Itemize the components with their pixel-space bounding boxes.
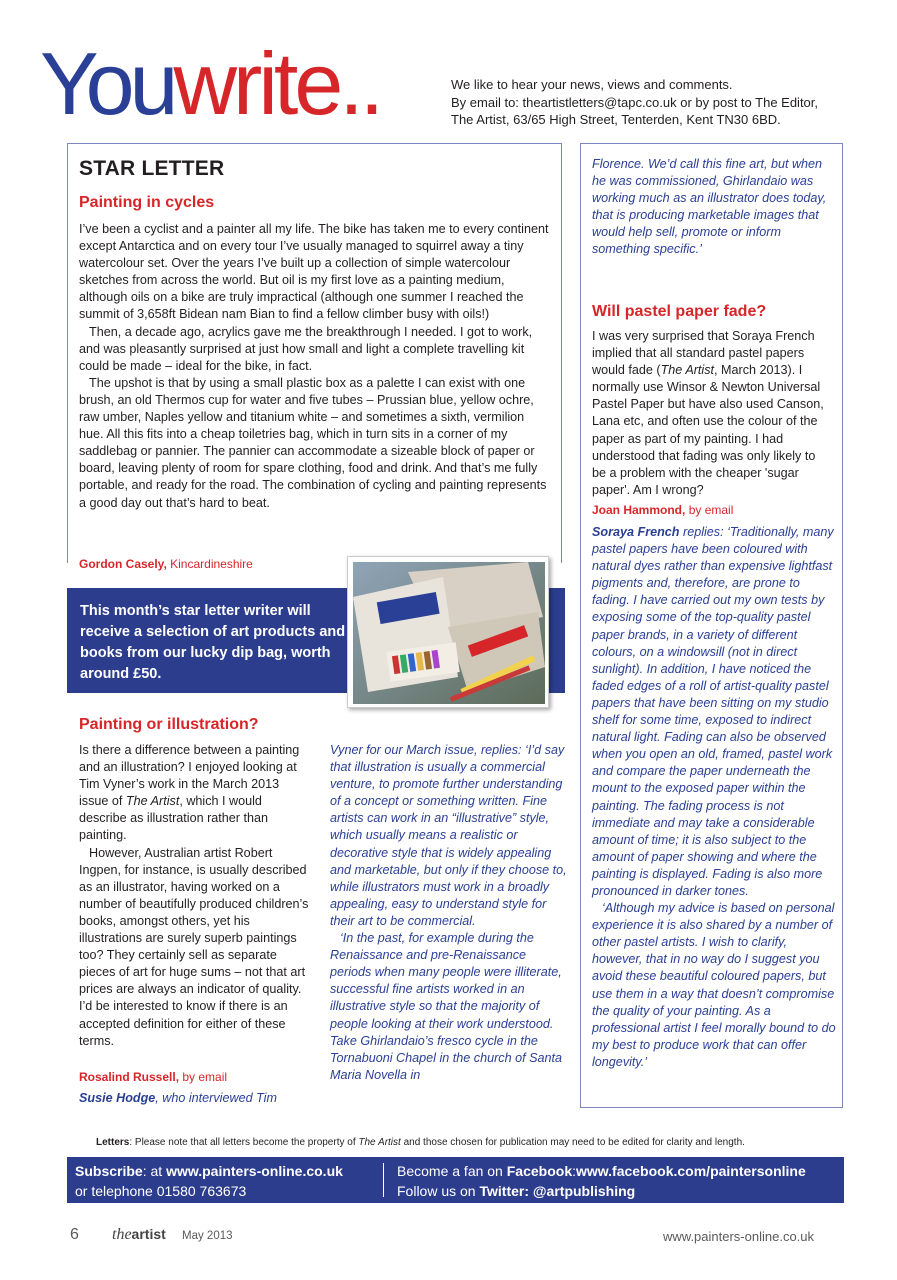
illustration-via: by email <box>182 1070 228 1084</box>
issue-date: May 2013 <box>182 1230 233 1242</box>
pastel-byline <box>592 503 733 517</box>
intro-line-3: The Artist, 63/65 High Street, Tenterden, Kent TN30 6BD. <box>451 112 781 127</box>
intro-line-1: We like to hear your news, views and comments. <box>451 77 733 92</box>
star-letter-paragraph: The upshot is that by using a small plastic box as a palette I can exist with one brush, an old Thermos cup for water and five tubes – Prussian blue, yellow ochre, raw umber, Naples yellow and titanium white – and sometimes a sixth, vermilion hue. All this fits into a cheap toiletries bag, which in turn sits in a corner of my saddlebag or pannier. The pannier can accommodate a sizeable block of paper or board, leaving plenty of room for spare clothing, food and drink. And that’s me fully portable, and ready for the road. The combination of cycling and painting represents a good day out that’s hard to beat. <box>79 375 547 510</box>
illustration-paragraph-1: Is there a difference between a painting and an illustration? I enjoyed looking at Tim Vyner’s work in the March 2013 issue of The Artist, which I would describe as illustration rather than painting. <box>79 743 300 843</box>
art-products-photo <box>347 556 549 708</box>
illustration-byline <box>79 1070 227 1084</box>
intro <box>451 76 871 129</box>
star-letter-paragraph: Then, a decade ago, acrylics gave me the breakthrough I needed. I got to work, and was pleasantly surprised at just how small and light a complete travelling kit could be made – ideal for the bike, in fact. <box>79 324 533 373</box>
masthead-you: You <box>40 34 174 133</box>
illustration-author: Rosalind Russell, <box>79 1070 180 1084</box>
twitter-link[interactable]: : @artpublishing <box>524 1183 636 1199</box>
letters-note: Letters: Please note that all letters become the property of The Artist and those chosen for publication may need to be edited for clarity and length. <box>96 1137 745 1148</box>
illustration-reply-paragraph-1: Vyner for our March issue, replies: ‘I’d say that illustration is usually a commercial venture, to promote further understanding of a concept or something written. Fine artists can work in an “illustrative” style, which usually means a realistic or decorative style that is widely appealing and marketable, but only if they choose to, while illustrators must work in a broadly appealing, easy to understand style for their art to be commercial. <box>330 743 567 928</box>
reply-author-french: Soraya French <box>592 525 680 539</box>
star-letter-location: Kincardineshire <box>170 557 253 571</box>
page-number: 6 <box>70 1226 79 1243</box>
subscribe-link[interactable]: www.painters-online.co.uk <box>166 1163 343 1179</box>
promo-text: This month’s star letter writer will receive a selection of art products and books from our lucky dip bag, worth around £50. <box>80 603 346 682</box>
masthead-write: write.. <box>173 34 381 133</box>
intro-line-2: By email to: theartistletters@tapc.co.uk or by post to The Editor, <box>451 94 819 110</box>
facebook-link[interactable]: www.facebook.com/paintersonline <box>576 1163 806 1179</box>
illustration-reply-start: Susie Hodge, who interviewed Tim <box>79 1091 277 1105</box>
masthead <box>40 34 381 140</box>
subscribe-phone: or telephone 01580 763673 <box>75 1183 247 1199</box>
pastel-reply-body <box>592 524 836 1071</box>
art-products-illustration <box>348 557 549 708</box>
magazine-logo: theartist <box>112 1226 166 1243</box>
footer-url[interactable]: www.painters-online.co.uk <box>663 1229 815 1244</box>
illustration-reply-body <box>330 742 570 1084</box>
subscribe-divider <box>383 1163 384 1197</box>
illustration-paragraph-2: However, Australian artist Robert Ingpen, for instance, is usually described as an illustrator, having worked on a number of beautifully produced children’s books, amongst others, yet his illustrations are surely superb paintings too? They certainly sell as separate pieces of art for huge sums – not that art prices are always an indicator of quality. I’d be interested to know if there is an accepted definition for either of these terms. <box>79 845 309 1048</box>
subscribe-bar <box>67 1157 844 1203</box>
pastel-letter-body <box>592 328 832 499</box>
illustration-reply-continued <box>592 156 832 259</box>
star-letter-byline <box>79 557 253 571</box>
pastel-reply-paragraph-1: Soraya French replies: ‘Traditionally, many pastel papers have been coloured with natural dyes rather than expensive lightfast pigments and, therefore, are prone to fading. I have carried out my own tests by exposing some of the top-quality pastel paper brands, in a variety of different colours, on a windowsill (not in direct sunlight). In addition, I have noticed the faded edges of a roll of artist-quality pastel papers that have been sitting on my studio shelf for some time, exposed to indirect natural light. Fading can also be observed when you open an old, framed, pastel work and compare the paper underneath the mount to the exposed paper within the painting. The fading process is not immediate and may take a considerable amount of time; it is also subject to the amount of paper showing and where the painting is displayed. Fading is also more pronounced in darker tones. <box>592 525 834 898</box>
illustration-headline: Painting or illustration? <box>79 716 259 733</box>
pastel-headline: Will pastel paper fade? <box>592 303 767 320</box>
star-letter-label: STAR LETTER <box>79 157 225 180</box>
illustration-reply-paragraph-3: Florence. We’d call this fine art, but when he was commissioned, Ghirlandaio was working much as an illustrator does today, that is producing marketable images that would help sell, promote or inform something specific.’ <box>592 157 827 257</box>
illustration-letter-body <box>79 742 311 1050</box>
pastel-reply-paragraph-2: ‘Although my advice is based on personal experience it is also shared by a number of other pastel artists. I wish to clarify, however, that in no way do I suggest you avoid these beautiful coloured papers, but use them in a way that doesn’t compromise the quality of your painting. As a professional artist I feel morally bound to do my best to produce work that can offer longevity.’ <box>592 901 836 1069</box>
illustration-reply-paragraph-2: ‘In the past, for example during the Renaissance and pre-Renaissance periods when many people were illiterate, successful fine artists worked in an illustrative style so that the majority of people looking at their work understood. Take Ghirlandaio’s fresco cycle in the Tornabuoni Chapel in the church of Santa Maria Novella in <box>330 931 562 1082</box>
star-letter-headline: Painting in cycles <box>79 194 215 211</box>
star-letter-body <box>79 221 549 512</box>
star-letter-paragraph: I’ve been a cyclist and a painter all my life. The bike has taken me to every continent except Antarctica and on every tour I’ve usually managed to squirrel away a tiny watercolour set. Over the years I’ve built up a collection of simple watercolour sketches from across the world. But oil is my first love as a painting medium, although oils on a bike are truly impractical (although one summer I reached the summit of 3,658ft Bidean nam Bian to find a fellow climber busy with oils!) <box>79 222 549 322</box>
pastel-via: by email <box>688 503 734 517</box>
social-info: Become a fan on Facebook:www.facebook.com/paintersonline Follow us on Twitter: @artpublishing <box>397 1163 806 1199</box>
pastel-paragraph-1: I was very surprised that Soraya French implied that all standard pastel papers would fade (The Artist, March 2013). I normally use Winsor & Newton Universal Pastel Paper but have also used Canson, Lana etc, and often use the colour of the paper as part of my painting. I had understood that fading was only likely to be a problem with the cheaper 'sugar paper'. Am I wrong? <box>592 329 824 497</box>
subscribe-info: Subscribe: at www.painters-online.co.uk or telephone 01580 763673 <box>75 1163 343 1199</box>
pastel-author: Joan Hammond, <box>592 503 686 517</box>
star-letter-author: Gordon Casely, <box>79 557 167 571</box>
reply-author-hodge: Susie Hodge <box>79 1091 156 1105</box>
